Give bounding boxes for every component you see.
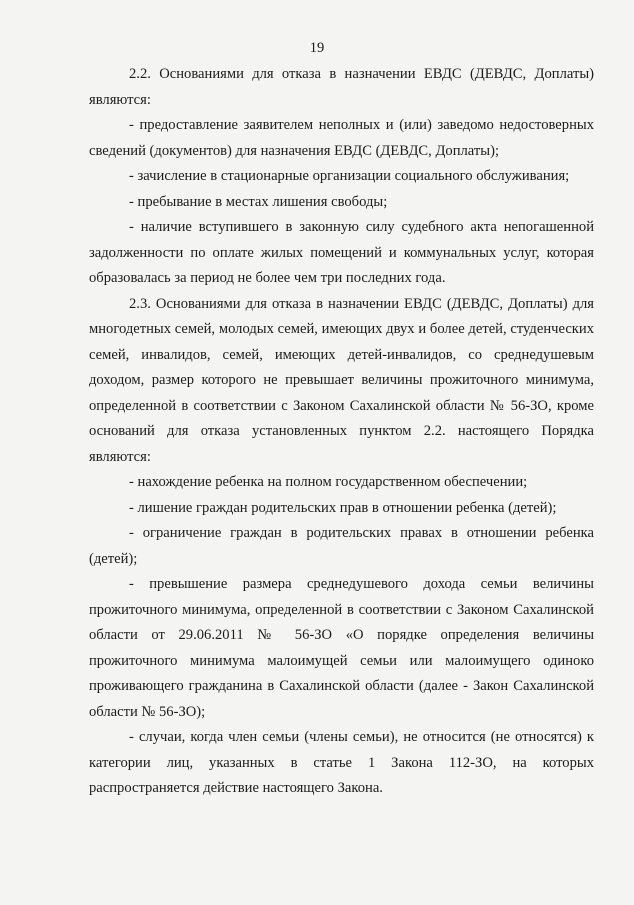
list-item-social-institution: - зачисление в стационарные организации социального обслуживания; [129,168,570,184]
list-item-incomplete-info: - предоставление заявителем неполных и (или) заведомо недостоверных сведений (документов) для назначения ЕВДС (ДЕВДС, Доплаты); [89,117,594,159]
document-body [89,62,594,802]
list-item-income-excess: - превышение размера среднедушевого дохода семьи величины прожиточного минимума, определенной в соответствии с Законом Сахалинской области от 29.06.2011 № 56-ЗО «О порядке определения величины прожиточного минимума малоимущей семьи или малоимущего одиноко проживающего гражданина в Сахалинской области (далее - Закон Сахалинской области № 56-ЗО); [89,576,594,720]
page-number: 19 [309,40,325,56]
list-item-state-support: - нахождение ребенка на полном государственном обеспечении; [129,474,528,490]
list-item-deprivation-rights: - лишение граждан родительских прав в отношении ребенка (детей); [129,499,557,516]
list-item-not-eligible: - случаи, когда член семьи (члены семьи), не относится (не относятся) к категории лиц, указанных в статье 1 Закона 112-ЗО, на которых распространяется действие настоящего Закона. [89,729,594,796]
list-item-debt: - наличие вступившего в законную силу судебного акта непогашенной задолженности по оплате жилых помещений и коммунальных услуг, которая образовалась за период не более чем три последних года. [89,219,594,286]
paragraph-2-2: 2.2. Основаниями для отказа в назначении ЕВДС (ДЕВДС, Доплаты) являются: [89,66,594,108]
list-item-imprisonment: - пребывание в местах лишения свободы; [129,193,388,210]
paragraph-2-3: 2.3. Основаниями для отказа в назначении ЕВДС (ДЕВДС, Доплаты) для многодетных семей, молодых семей, имеющих двух и более детей, студенческих семей, инвалидов, семей, имеющих детей-инвалидов, со среднедушевым доходом, размер которого не превышает величины прожиточного минимума, определенной в соответствии с Законом Сахалинской области № 56-ЗО, кроме оснований для отказа установленных пунктом 2.2. настоящего Порядка являются: [89,295,594,465]
list-item-restriction-rights: - ограничение граждан в родительских правах в отношении ребенка (детей); [89,525,594,567]
